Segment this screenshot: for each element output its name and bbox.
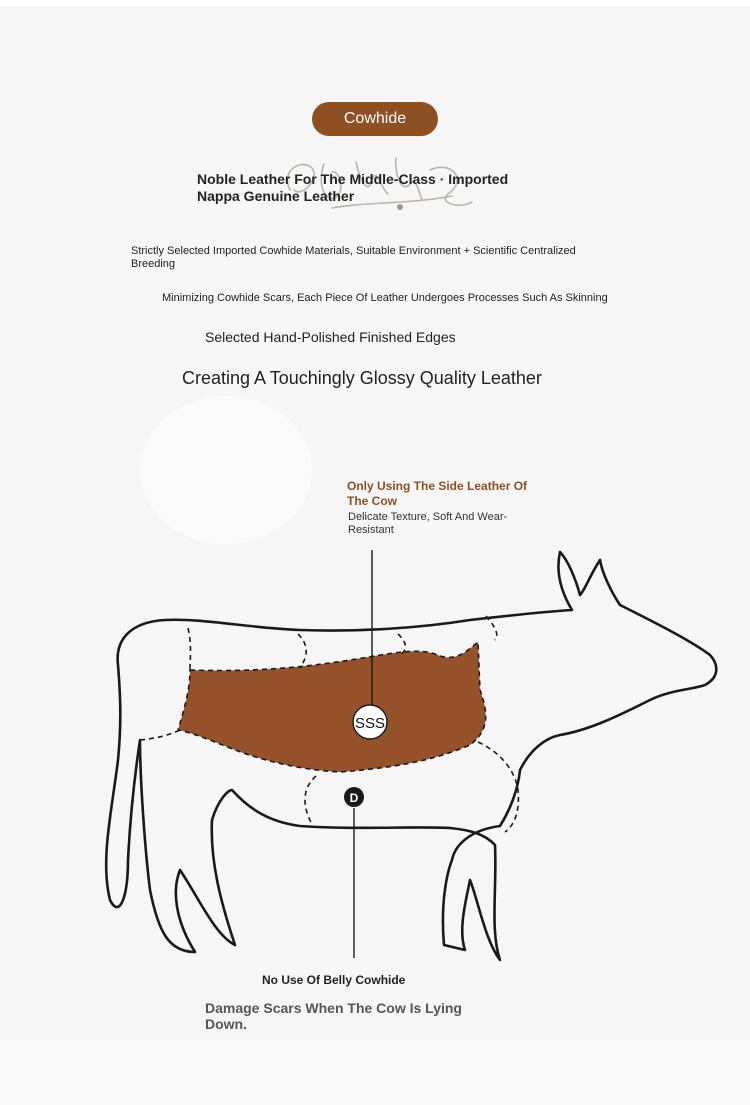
side-leather-desc: Delicate Texture, Soft And Wear-Resistant <box>348 511 508 536</box>
scar-text: Minimizing Cowhide Scars, Each Piece Of Leather Undergoes Processes Such As Skinning <box>162 292 608 304</box>
d-marker-label: D <box>349 791 359 805</box>
belly-title: No Use Of Belly Cowhide <box>262 973 406 987</box>
glossy-text: Creating A Touchingly Glossy Quality Leather <box>182 368 542 388</box>
cowhide-badge: Cowhide <box>312 102 438 136</box>
bottom-band <box>0 1040 750 1105</box>
side-leather-region <box>178 642 486 772</box>
sss-marker-label: SSS <box>354 715 386 732</box>
headline: Noble Leather For The Middle-Class · Imported Nappa Genuine Leather <box>197 171 509 204</box>
selection-text: Strictly Selected Imported Cowhide Materials, Suitable Environment + Scientific Centralized Breeding <box>131 245 576 270</box>
belly-desc: Damage Scars When The Cow Is Lying Down. <box>205 1000 462 1032</box>
edges-text: Selected Hand-Polished Finished Edges <box>205 329 456 345</box>
side-leather-title: Only Using The Side Leather Of The Cow <box>347 479 528 508</box>
